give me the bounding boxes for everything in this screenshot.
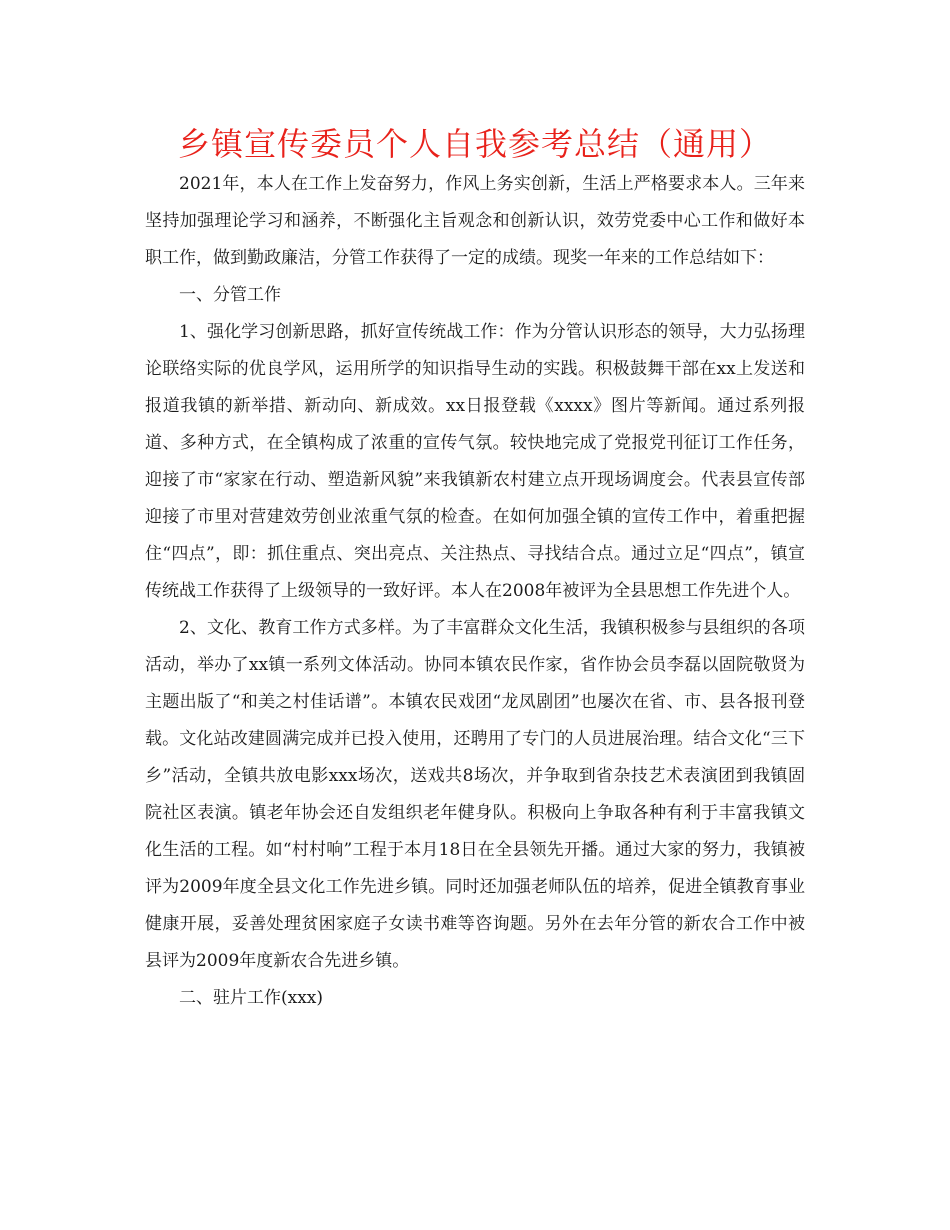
intro-paragraph: 2021年，本人在工作上发奋努力，作风上务实创新，生活上严格要求本人。三年来坚持加强理论学习和涵养，不断强化主旨观念和创新认识，效劳党委中心工作和做好本职工作，做到勤政廉洁，分管工作获得了一定的成绩。现奖一年来的工作总结如下： — [145, 174, 805, 268]
document-body — [145, 166, 805, 1017]
document-title: 乡镇宣传委员个人自我参考总结（通用） — [177, 125, 772, 163]
section-heading-1: 一、分管工作 — [179, 285, 281, 305]
paragraph-2: 2、文化、教育工作方式多样。为了丰富群众文化生活，我镇积极参与县组织的各项活动，举办了xx镇一系列文体活动。协同本镇农民作家，省作协会员李磊以固院敬贤为主题出版了“和美之村佳话谱”。本镇农民戏团“龙凤剧团”也屡次在省、市、县各报刊登载。文化站改建圆满完成并已投入使用，还聘用了专门的人员进展治理。结合文化“三下乡”活动，全镇共放电影xxx场次，送戏共8场次，并争取到省杂技艺术表演团到我镇固院社区表演。镇老年协会还自发组织老年健身队。积极向上争取各种有利于丰富我镇文化生活的工程。如“村村响”工程于本月18日在全县领先开播。通过大家的努力，我镇被评为2009年度全县文化工作先进乡镇。同时还加强老师队伍的培养，促进全镇教育事业健康开展，妥善处理贫困家庭子女读书难等咨询题。另外在去年分管的新农合工作中被县评为2009年度新农合先进乡镇。 — [145, 618, 805, 971]
section-heading-2: 二、驻片工作(xxx) — [179, 988, 324, 1008]
paragraph-1: 1、强化学习创新思路，抓好宣传统战工作：作为分管认识形态的领导，大力弘扬理论联络实际的优良学风，运用所学的知识指导生动的实践。积极鼓舞干部在xx上发送和报道我镇的新举措、新动向、新成效。xx日报登载《xxxx》图片等新闻。通过系列报道、多种方式，在全镇构成了浓重的宣传气氛。较快地完成了党报党刊征订工作任务，迎接了市“家家在行动、塑造新风貌”来我镇新农村建立点开现场调度会。代表县宣传部迎接了市里对营建效劳创业浓重气氛的检查。在如何加强全镇的宣传工作中，着重把握住“四点”，即：抓住重点、突出亮点、关注热点、寻找结合点。通过立足“四点”，镇宣传统战工作获得了上级领导的一致好评。本人在2008年被评为全县思想工作先进个人。 — [145, 322, 805, 601]
